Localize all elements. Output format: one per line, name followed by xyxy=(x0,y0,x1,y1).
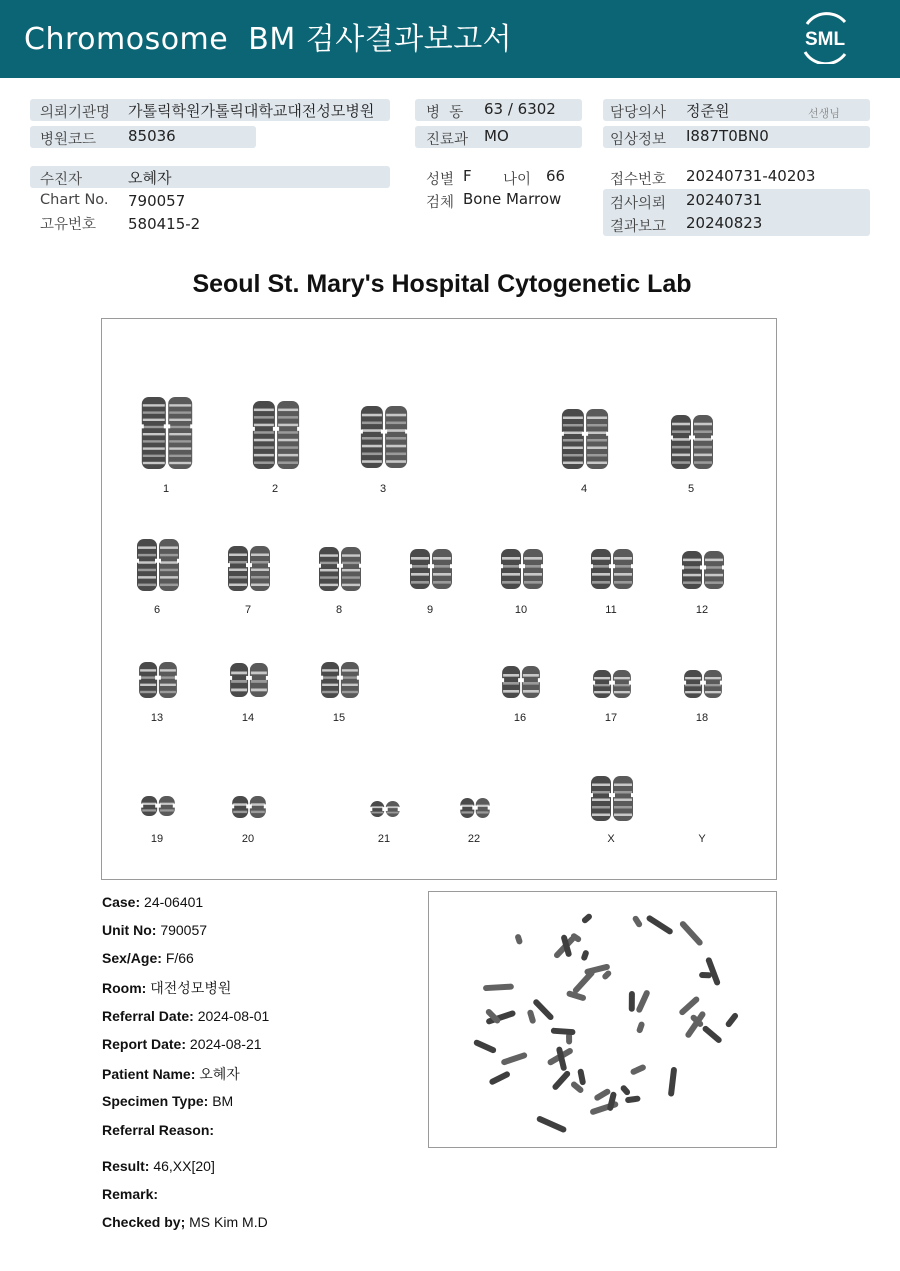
chromosome-label-X: X xyxy=(607,833,615,845)
chromosome-label-9: 9 xyxy=(426,604,434,616)
chromosome-pair-3 xyxy=(360,406,408,468)
metaphase-chromosome xyxy=(581,913,593,925)
chromosome-pair-22 xyxy=(459,798,490,818)
chromosome-pair-12 xyxy=(681,551,725,589)
dept-value: MO xyxy=(484,127,509,145)
chromosome-pair-8 xyxy=(318,547,362,591)
chromosome-label-2: 2 xyxy=(271,483,279,495)
chromosome-pair-21 xyxy=(369,801,400,817)
chromosome-label-1: 1 xyxy=(162,483,170,495)
metaphase-chromosome xyxy=(514,933,523,945)
metaphase-chromosome xyxy=(473,1039,497,1054)
report-value: 20240823 xyxy=(686,214,763,232)
unique-value: 580415-2 xyxy=(128,215,201,233)
metaphase-chromosome xyxy=(551,1028,576,1036)
metaphase-chromosome xyxy=(532,998,555,1021)
receipt-label: 접수번호 xyxy=(610,172,667,188)
chromosome-pair-2 xyxy=(252,401,300,469)
specimen-type-line: Specimen Type: BM xyxy=(102,1093,234,1109)
metaphase-chromosome xyxy=(625,1095,641,1103)
report-header xyxy=(0,0,900,78)
metaphase-chromosome xyxy=(527,1009,537,1024)
hospital-code-value: 85036 xyxy=(128,127,176,145)
doctor-suffix: 선생님 xyxy=(808,107,840,120)
specimen-type-value: BM xyxy=(212,1093,234,1109)
sex-value: F xyxy=(463,167,472,185)
referral-date-line: Referral Date: 2024-08-01 xyxy=(102,1008,270,1024)
patient-name-value: 오혜자 xyxy=(199,1066,240,1082)
chromosome-label-13: 13 xyxy=(150,712,164,724)
chromosome-label-14: 14 xyxy=(241,712,255,724)
referral-reason-line: Referral Reason: xyxy=(102,1122,215,1138)
chromosome-label-10: 10 xyxy=(514,604,528,616)
sexage-value: F/66 xyxy=(165,950,194,966)
chromosome-pair-9 xyxy=(409,549,453,589)
unit-value: 790057 xyxy=(160,922,208,938)
chromosome-pair-14 xyxy=(229,663,269,697)
doctor-label: 담당의사 xyxy=(610,105,667,121)
chromosome-label-18: 18 xyxy=(695,712,709,724)
sml-logo xyxy=(795,12,855,64)
chromosome-pair-10 xyxy=(500,549,544,589)
metaphase-chromosome xyxy=(483,984,514,992)
chart-value: 790057 xyxy=(128,192,186,210)
karyotype-panel xyxy=(101,318,777,880)
chromosome-pair-16 xyxy=(501,666,541,698)
metaphase-chromosome xyxy=(632,915,644,929)
metaphase-chromosome xyxy=(629,991,635,1012)
metaphase-spread-panel xyxy=(428,891,777,1148)
case-value: 24-06401 xyxy=(144,894,204,910)
age-value: 66 xyxy=(546,167,566,185)
request-label: 검사의뢰 xyxy=(610,196,667,212)
metaphase-chromosome xyxy=(699,972,712,979)
chromosome-label-6: 6 xyxy=(153,604,161,616)
chromosome-label-21: 21 xyxy=(377,833,391,845)
report-date-line: Report Date: 2024-08-21 xyxy=(102,1036,262,1052)
dept-label: 진료과 xyxy=(426,132,469,148)
room-line: Room: 대전성모병원 xyxy=(102,980,232,996)
chromosome-label-15: 15 xyxy=(332,712,346,724)
metaphase-chromosome xyxy=(593,1088,611,1102)
doctor-value: 정준원 xyxy=(686,102,730,120)
chromosome-label-12: 12 xyxy=(695,604,709,616)
metaphase-chromosome xyxy=(668,1067,677,1097)
remark-line: Remark: xyxy=(102,1186,159,1202)
patient-name-line: Patient Name: 오혜자 xyxy=(102,1066,240,1082)
result-value: 46,XX[20] xyxy=(153,1158,215,1174)
chromosome-pair-5 xyxy=(670,415,714,469)
case-line: Case: 24-06401 xyxy=(102,894,204,910)
chromosome-pair-17 xyxy=(592,670,632,698)
chart-label: Chart No. xyxy=(40,192,109,208)
chromosome-pair-11 xyxy=(590,549,634,589)
patient-label: 수진자 xyxy=(40,172,83,188)
chromosome-pair-13 xyxy=(138,662,178,698)
metaphase-chromosome xyxy=(488,1070,511,1085)
checked-by-line: Checked by; MS Kim M.D xyxy=(102,1214,268,1230)
metaphase-chromosome xyxy=(679,920,704,947)
metaphase-chromosome xyxy=(577,1068,586,1085)
chromosome-label-8: 8 xyxy=(335,604,343,616)
metaphase-chromosome xyxy=(684,1010,706,1039)
chromosome-label-Y: Y xyxy=(698,833,706,845)
metaphase-chromosome xyxy=(630,1064,647,1076)
metaphase-chromosome xyxy=(500,1052,528,1066)
specimen-value: Bone Marrow xyxy=(463,190,562,208)
receipt-value: 20240731-40203 xyxy=(686,167,816,185)
metaphase-chromosome xyxy=(645,914,674,935)
age-label: 나이 xyxy=(503,172,532,188)
institution-label: 의뢰기관명 xyxy=(40,105,111,121)
chromosome-label-4: 4 xyxy=(580,483,588,495)
unit-line: Unit No: 790057 xyxy=(102,922,208,938)
karyotype-image xyxy=(102,319,776,879)
metaphase-chromosome xyxy=(589,1101,619,1116)
metaphase-chromosome xyxy=(701,1025,723,1045)
metaphase-chromosome xyxy=(619,1084,631,1096)
report-date-value: 2024-08-21 xyxy=(189,1036,262,1052)
chromosome-pair-19 xyxy=(140,796,176,816)
chromosome-pair-4 xyxy=(561,409,609,469)
hospital-code-label: 병원코드 xyxy=(40,132,97,148)
svg-text:SML: SML xyxy=(804,29,846,50)
specimen-label: 검체 xyxy=(426,195,455,211)
unique-label: 고유번호 xyxy=(40,217,97,233)
sex-label: 성별 xyxy=(426,172,455,188)
clinical-value: I887T0BN0 xyxy=(686,127,769,145)
lab-title: Seoul St. Mary's Hospital Cytogenetic Lab xyxy=(192,270,692,298)
chromosome-label-20: 20 xyxy=(241,833,255,845)
metaphase-spread-image xyxy=(429,892,776,1147)
chromosome-label-11: 11 xyxy=(605,604,617,616)
ward-label: 병 동 xyxy=(426,105,464,121)
clinical-label: 임상정보 xyxy=(610,132,667,148)
checked-by-value: MS Kim M.D xyxy=(189,1214,268,1230)
chromosome-label-22: 22 xyxy=(467,833,481,845)
chromosome-label-3: 3 xyxy=(379,483,387,495)
chromosome-label-5: 5 xyxy=(687,483,695,495)
report-title: Chromosome BM 검사결과보고서 xyxy=(24,22,513,57)
patient-band xyxy=(30,166,390,188)
chromosome-pair-18 xyxy=(683,670,723,698)
chromosome-pair-X xyxy=(590,776,634,821)
chromosome-pair-6 xyxy=(136,539,180,591)
chromosome-label-7: 7 xyxy=(244,604,252,616)
result-line: Result: 46,XX[20] xyxy=(102,1158,215,1174)
metaphase-chromosome xyxy=(536,1115,568,1133)
chromosome-pair-7 xyxy=(227,546,271,591)
chromosome-label-17: 17 xyxy=(604,712,618,724)
sexage-line: Sex/Age: F/66 xyxy=(102,950,194,966)
chromosome-pair-1 xyxy=(141,397,193,469)
report-label: 결과보고 xyxy=(610,219,667,235)
referral-date-value: 2024-08-01 xyxy=(197,1008,270,1024)
metaphase-chromosome xyxy=(635,989,650,1014)
room-value: 대전성모병원 xyxy=(150,980,232,996)
request-value: 20240731 xyxy=(686,191,763,209)
metaphase-chromosome xyxy=(678,995,701,1016)
chromosome-pair-20 xyxy=(231,796,267,818)
metaphase-chromosome xyxy=(724,1012,739,1029)
patient-value: 오혜자 xyxy=(128,169,172,187)
metaphase-chromosome xyxy=(636,1021,646,1034)
metaphase-chromosome xyxy=(705,956,721,986)
institution-value: 가톨릭학원가톨릭대학교대전성모병원 xyxy=(128,102,375,120)
chromosome-pair-15 xyxy=(320,662,360,698)
chromosome-label-16: 16 xyxy=(513,712,527,724)
chromosome-label-19: 19 xyxy=(150,833,164,845)
metaphase-chromosome xyxy=(551,1070,571,1091)
ward-value: 63 / 6302 xyxy=(484,100,556,118)
metaphase-chromosome xyxy=(580,949,589,961)
